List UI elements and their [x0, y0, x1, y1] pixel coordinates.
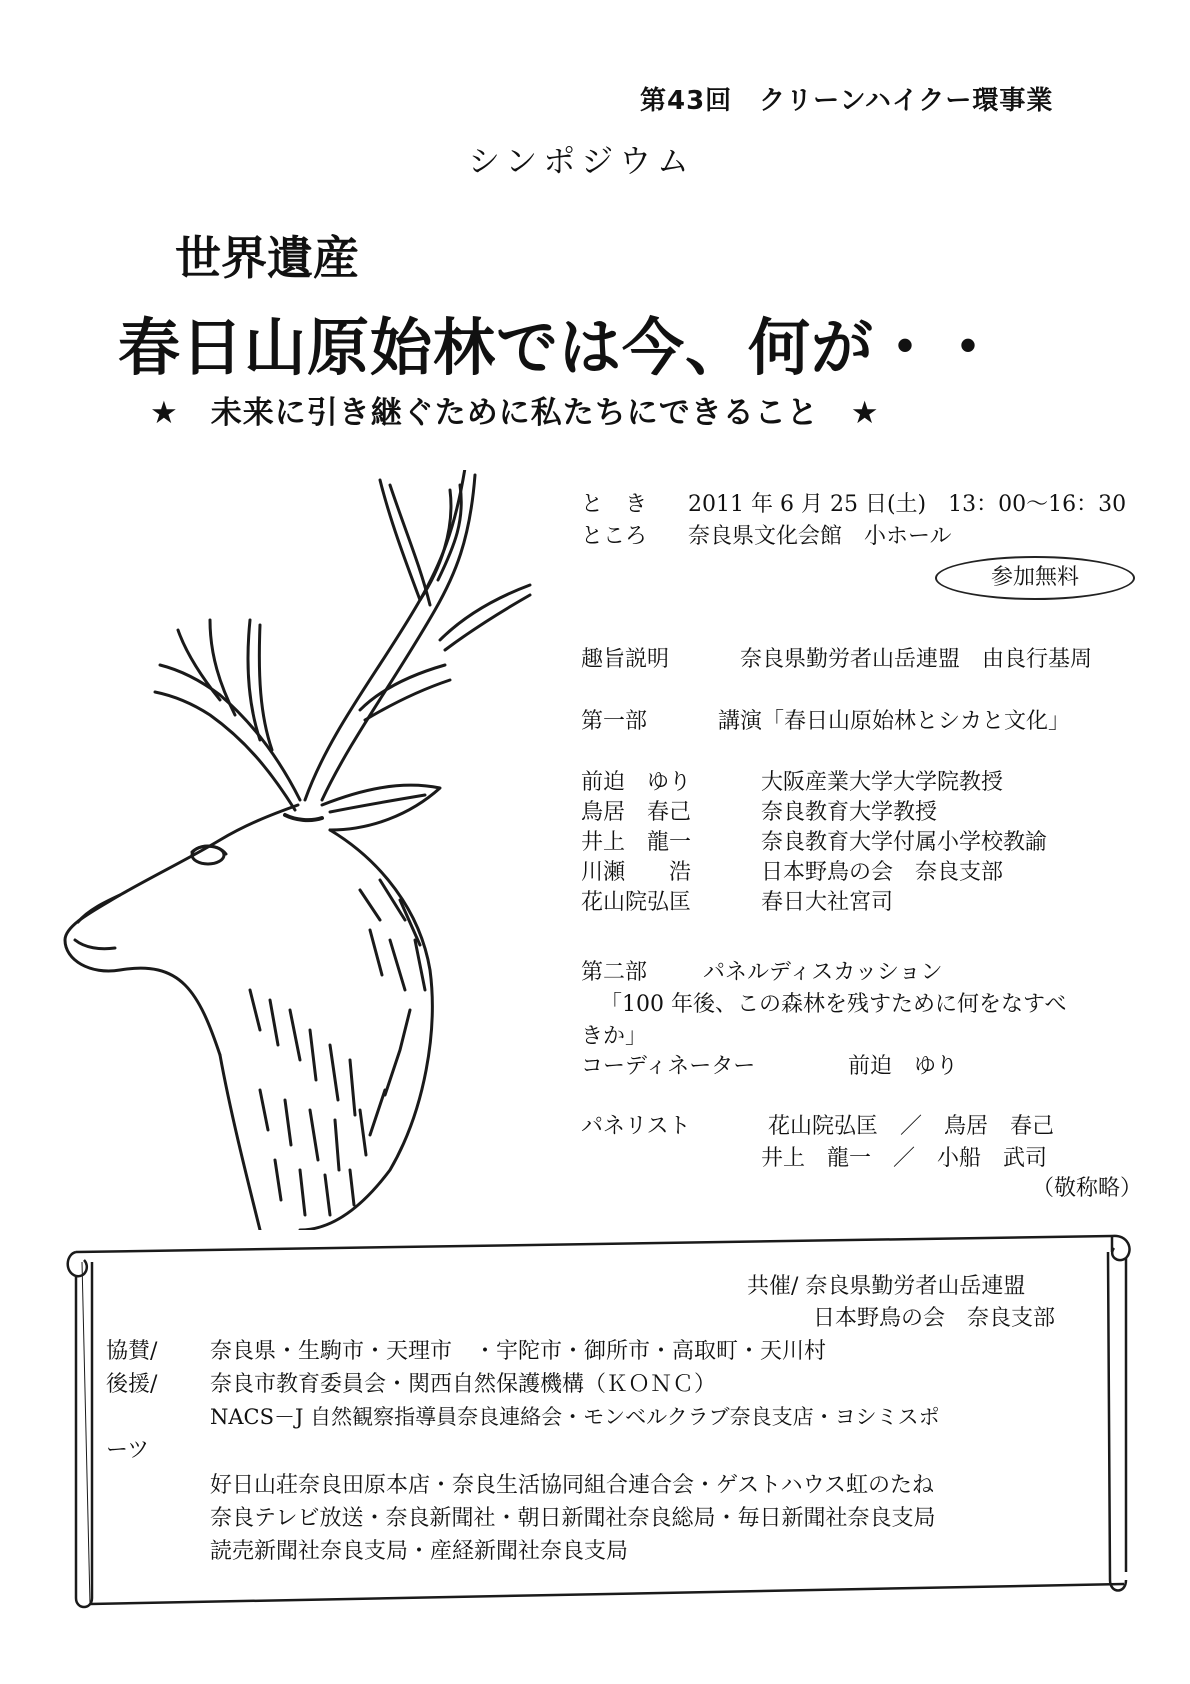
honorific-note: （敬称略） [1032, 1176, 1143, 1201]
speaker-row [581, 798, 1047, 828]
free-admission-badge: 参加無料 [935, 556, 1135, 600]
part1-label: 第一部 [581, 709, 648, 734]
speaker-affiliation: 大阪産業大学大学院教授 [761, 770, 1004, 795]
coordinator-value: 前迫 ゆり [848, 1054, 959, 1079]
speaker-affiliation: 奈良教育大学付属小学校教諭 [761, 830, 1048, 855]
panelist-row [581, 1112, 1054, 1142]
backing-line: NACS－J 自然観察指導員奈良連絡会・モンベルクラブ奈良支店・ヨシミスポ [210, 1405, 940, 1429]
backing-line: ーツ [106, 1438, 150, 1463]
speaker-row [581, 888, 1047, 918]
part2-theme-line1: 「100 年後、この森林を残すために何をなすべ [600, 992, 1067, 1017]
intro-row [581, 645, 1092, 675]
heading-world-heritage: 世界遺産 [175, 231, 359, 285]
part2-value: パネルディスカッション [703, 960, 943, 985]
part2-label: 第二部 [581, 960, 648, 985]
speaker-list [581, 768, 1047, 918]
page-subtitle: ★ 未来に引き継ぐために私たちにできること ★ [150, 395, 880, 431]
event-date-row [581, 490, 1126, 520]
panelist-names-2: 井上 龍一 ／ 小船 武司 [761, 1146, 1048, 1171]
intro-value: 奈良県勤労者山岳連盟 由良行基周 [740, 647, 1093, 672]
backing-line: 好日山荘奈良田原本店・奈良生活協同組合連合会・ゲストハウス虹のたね [210, 1473, 935, 1498]
event-series-label: 第43回 クリーンハイクー環事業 [640, 86, 1054, 116]
intro-label: 趣旨説明 [581, 647, 670, 672]
cohost-line-1: 共催/ 奈良県勤労者山岳連盟 [747, 1274, 1026, 1299]
event-place-row [581, 522, 952, 552]
cohost-line-2: 日本野鳥の会 奈良支部 [813, 1306, 1056, 1331]
speaker-affiliation: 奈良教育大学教授 [761, 800, 938, 825]
speaker-name: 花山院弘匡 [581, 890, 692, 915]
backing-line: 奈良テレビ放送・奈良新聞社・朝日新聞社奈良総局・毎日新聞社奈良支局 [210, 1506, 936, 1531]
coordinator-label: コーディネーター [581, 1054, 756, 1079]
panelist-label: パネリスト [581, 1114, 691, 1139]
speaker-row [581, 858, 1047, 888]
speaker-name: 川瀬 浩 [581, 860, 692, 885]
date-value: 2011 年 6 月 25 日(土) 13：00～16：30 [688, 492, 1127, 517]
part1-row [581, 707, 1070, 737]
speaker-row [581, 768, 1047, 798]
speaker-affiliation: 日本野鳥の会 奈良支部 [761, 860, 1004, 885]
backing-line: 読売新聞社奈良支局・産経新聞社奈良支局 [210, 1539, 629, 1564]
speaker-name: 井上 龍一 [581, 830, 692, 855]
part1-value: 講演「春日山原始林とシカと文化」 [718, 709, 1071, 734]
support-label: 協賛/ [106, 1339, 158, 1364]
support-value: 奈良県・生駒市・天理市 ・宇陀市・御所市・高取町・天川村 [210, 1339, 827, 1364]
backing-label: 後援/ [106, 1372, 158, 1397]
speaker-row [581, 828, 1047, 858]
page-title: 春日山原始林では今、何が・・ [118, 311, 1001, 384]
deer-head-icon [60, 470, 580, 1230]
panelist-names-1: 花山院弘匡 ／ 鳥居 春己 [768, 1114, 1055, 1139]
date-label: と き [581, 492, 648, 517]
speaker-affiliation: 春日大社宮司 [761, 890, 894, 915]
part2-theme-line2: きか」 [581, 1024, 648, 1049]
coordinator-row [581, 1052, 958, 1082]
backing-line: 奈良市教育委員会・関西自然保護機構（ＫＯＮＣ） [210, 1372, 717, 1397]
symposium-label: シンポジウム [468, 142, 695, 180]
speaker-name: 鳥居 春己 [581, 800, 692, 825]
place-value: 奈良県文化会館 小ホール [688, 524, 952, 549]
part2-row [581, 958, 943, 988]
place-label: ところ [581, 524, 648, 549]
speaker-name: 前迫 ゆり [581, 770, 692, 795]
